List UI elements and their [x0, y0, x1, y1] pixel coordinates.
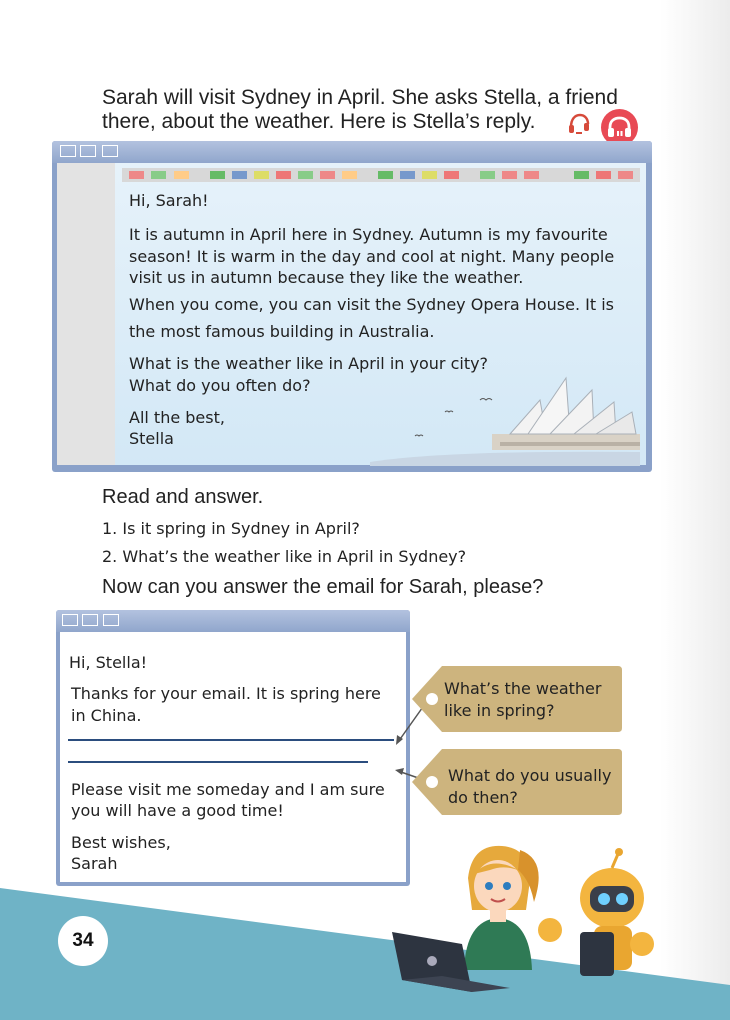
hint-tag-2-line2: do then?: [448, 788, 518, 807]
email1-greeting: Hi, Sarah!: [129, 191, 209, 210]
intro-line-1: Sarah will visit Sydney in April. She asks Stella, a friend: [102, 86, 618, 109]
email1-closing: All the best,: [129, 408, 225, 427]
question-2: 2. What’s the weather like in April in Sydney?: [102, 547, 467, 566]
email2-closing: Best wishes,: [71, 833, 171, 852]
email2-signature: Sarah: [71, 854, 118, 873]
email2-p2-line2: you will have a good time!: [71, 801, 284, 820]
page-number: 34: [58, 916, 108, 966]
email1-p3-line1: What is the weather like in April in your city?: [129, 354, 489, 373]
email2-p1-line2: in China.: [71, 706, 142, 725]
question-1: 1. Is it spring in Sydney in April?: [102, 519, 360, 538]
email1-p1-line2: season! It is warm in the day and cool at night. Many people: [129, 247, 615, 266]
email2-p1-line1: Thanks for your email. It is spring here: [71, 684, 381, 703]
email1-p2-line2: the most famous building in Australia.: [129, 322, 435, 341]
email2-greeting: Hi, Stella!: [69, 653, 148, 672]
email1-p2-line1: When you come, you can visit the Sydney Opera House. It is: [129, 295, 614, 314]
hint-tag-1-line2: like in spring?: [444, 701, 555, 720]
intro-line-2: there, about the weather. Here is Stella’s reply.: [102, 110, 536, 133]
hint-tag-2-line1: What do you usually: [448, 766, 612, 785]
email1-p1-line1: It is autumn in April here in Sydney. Autumn is my favourite: [129, 225, 608, 244]
girl-robot-illustration: [380, 840, 660, 1020]
email1-p3-line2: What do you often do?: [129, 376, 311, 395]
hint-tag-1-line1: What’s the weather: [444, 679, 602, 698]
read-answer-title: Read and answer.: [102, 486, 264, 508]
email1-p1-line3: visit us in autumn because they like the weather.: [129, 268, 524, 287]
email2-p2-line1: Please visit me someday and I am sure: [71, 780, 385, 799]
email1-signature: Stella: [129, 429, 174, 448]
reply-prompt: Now can you answer the email for Sarah, please?: [102, 576, 544, 598]
